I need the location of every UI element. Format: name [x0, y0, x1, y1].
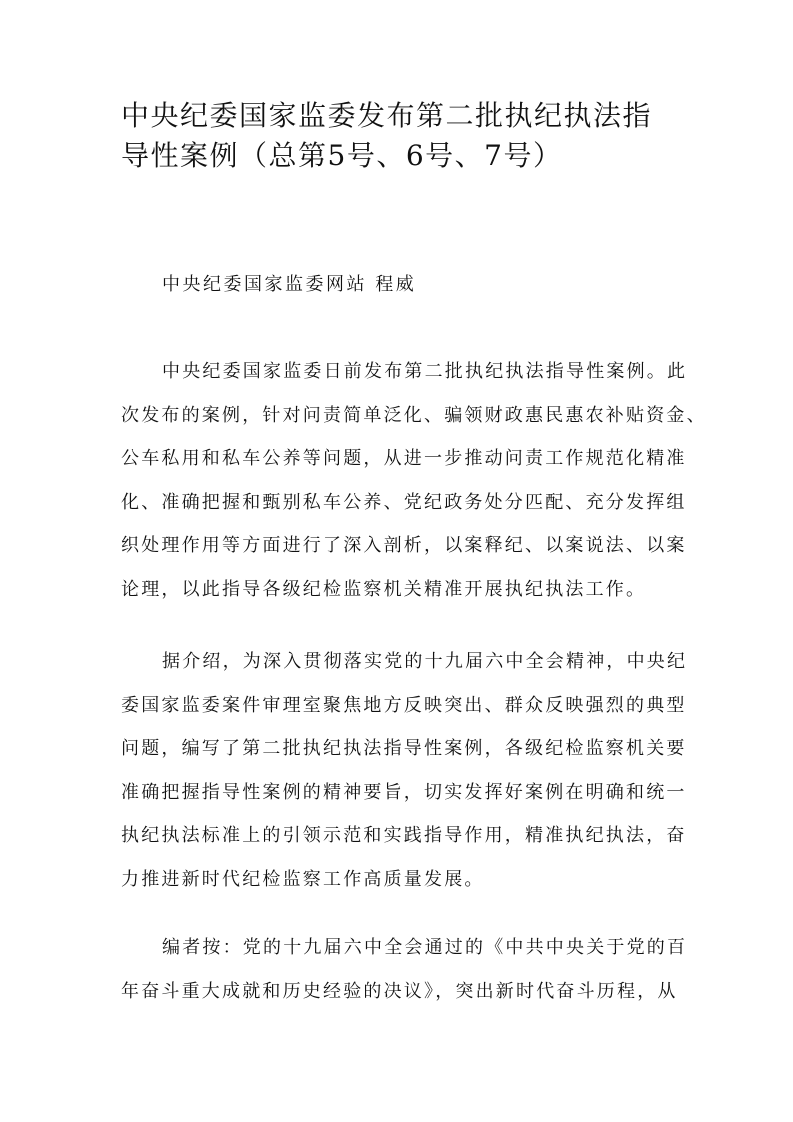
text-line: 公车私用和私车公养等问题，从进一步推动问责工作规范化精准 [121, 448, 687, 469]
text-line: 力推进新时代纪检监察工作高质量发展。 [121, 868, 485, 890]
title-line: 导性案例（总第5号、6号、7号） [121, 139, 563, 172]
text-line: 编者按：党的十九届六中全会通过的《中共中央关于党的百 [162, 937, 688, 958]
text-line: 次发布的案例，针对问责简单泛化、骗领财政惠民惠农补贴资金、 [121, 404, 707, 426]
text-line: 中央纪委国家监委日前发布第二批执纪执法指导性案例。此 [162, 361, 688, 382]
text-line: 化、准确把握和甄别私车公养、党纪政务处分匹配、充分发挥组 [121, 491, 687, 513]
paragraph-intro [121, 350, 707, 611]
text-line: 委国家监委案件审理室聚焦地方反映突出、群众反映强烈的典型 [121, 694, 687, 716]
text-line: 年奋斗重大成就和历史经验的决议》，突出新时代奋斗历程，从 [121, 980, 678, 1002]
text-line: 执纪执法标准上的引领示范和实践指导作用，精准执纪执法，奋 [121, 825, 687, 846]
paragraph-background [121, 640, 688, 901]
text-line: 问题，编写了第二批执纪执法指导性案例，各级纪检监察机关要 [121, 738, 687, 759]
text-line: 据介绍，为深入贯彻落实党的十九届六中全会精神，中央纪 [162, 651, 688, 672]
text-line: 论理，以此指导各级纪检监察机关精准开展执纪执法工作。 [121, 578, 647, 600]
paragraph-editor-note [121, 926, 688, 1013]
title-line: 中央纪委国家监委发布第二批执纪执法指 [121, 99, 653, 132]
byline: 中央纪委国家监委网站 程威 [162, 274, 417, 295]
page-title [121, 96, 681, 176]
text-line: 准确把握指导性案例的精神要旨，切实发挥好案例在明确和统一 [121, 781, 687, 803]
text-line: 织处理作用等方面进行了深入剖析，以案释纪、以案说法、以案 [121, 535, 687, 556]
